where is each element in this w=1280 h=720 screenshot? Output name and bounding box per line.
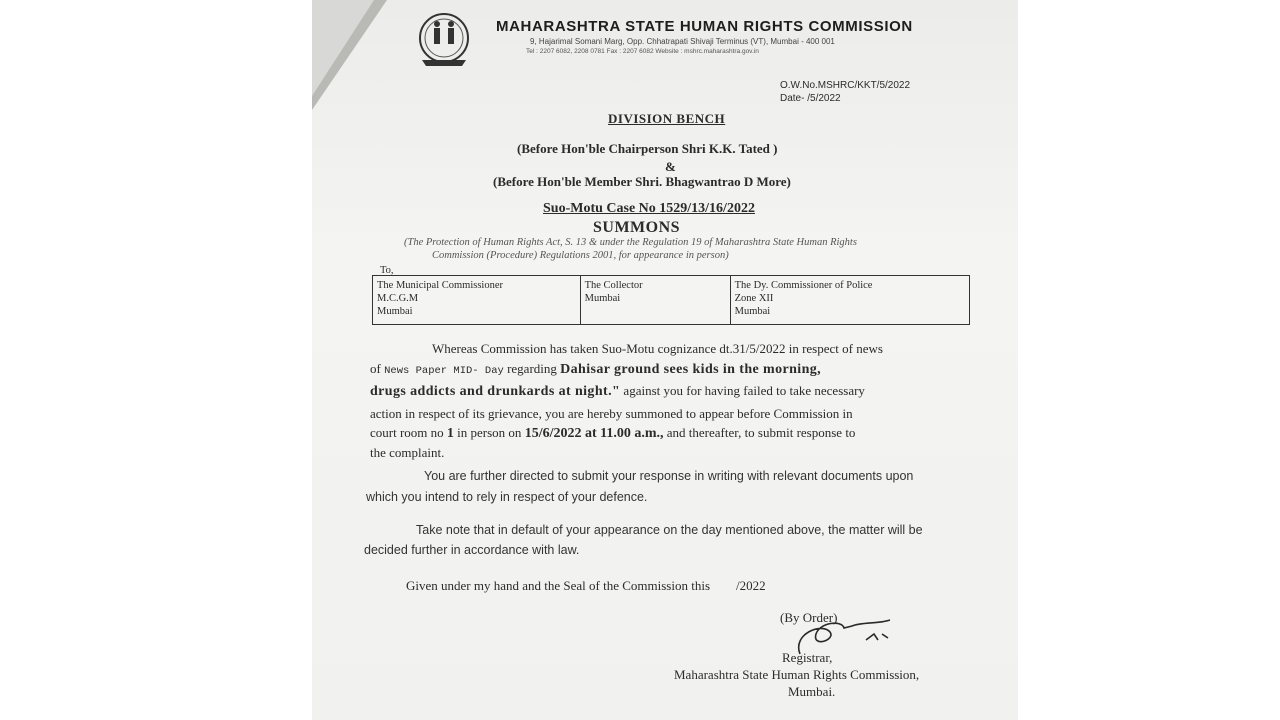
news-headline-part-2: drugs addicts and drunkards at night."	[370, 384, 621, 399]
to-label: To,	[380, 265, 394, 276]
reference-number: O.W.No.MSHRC/KKT/5/2022	[780, 80, 911, 91]
body-paragraph-1-line-3	[370, 383, 865, 400]
commission-emblem-icon	[408, 10, 480, 70]
body-paragraph-3-line-2: decided further in accordance with law.	[364, 543, 580, 557]
act-reference-line-1: (The Protection of Human Rights Act, S. 13 & under the Regulation 19 of Maharashtra State Human Rights	[404, 237, 857, 248]
text-fragment: of	[370, 361, 381, 376]
act-reference-line-2: Commission (Procedure) Regulations 2001, for appearance in person)	[432, 250, 729, 261]
body-paragraph-2-line-1: You are further directed to submit your response in writing with relevant documents upon	[424, 469, 914, 483]
text-fragment: in person on	[457, 425, 522, 440]
header-title: MAHARASHTRA STATE HUMAN RIGHTS COMMISSION	[496, 18, 913, 35]
court-room-number: 1	[446, 426, 454, 441]
reference-date: Date- /5/2022	[780, 93, 841, 104]
recipient-municipal-commissioner	[373, 276, 581, 324]
recipient-line: The Dy. Commissioner of Police	[734, 280, 873, 291]
registrar-title: Registrar,	[782, 650, 833, 665]
commission-name: Maharashtra State Human Rights Commission,	[674, 667, 920, 682]
body-paragraph-1-line-5	[370, 425, 855, 442]
news-headline-part-1: Dahisar ground sees kids in the morning,	[560, 362, 822, 377]
recipient-collector	[581, 276, 731, 324]
body-paragraph-1-line-6: the complaint.	[370, 445, 445, 460]
by-order: (By Order)	[780, 610, 838, 625]
recipient-line: The Collector	[584, 280, 643, 291]
recipient-line: Zone XII	[734, 293, 774, 304]
text-fragment: against you for having failed to take necessary	[623, 383, 865, 398]
recipient-dy-commissioner-police	[731, 276, 969, 324]
header-address: 9, Hajarimal Somani Marg, Opp. Chhatrapati Shivaji Terminus (VT), Mumbai - 400 001	[530, 37, 835, 46]
text-fragment: court room no	[370, 425, 444, 440]
text-fragment: and thereafter, to submit response to	[666, 425, 856, 440]
recipient-line: M.C.G.M	[377, 293, 419, 304]
hearing-datetime: 15/6/2022 at 11.00 a.m.,	[524, 426, 664, 441]
recipient-line: Mumbai	[734, 306, 771, 317]
text-fragment: regarding	[507, 361, 557, 376]
newspaper-name: News Paper MID- Day	[384, 365, 504, 377]
recipient-line: Mumbai	[584, 293, 621, 304]
city: Mumbai.	[788, 684, 836, 699]
bench-title: DIVISION BENCH	[608, 111, 726, 126]
before-member: (Before Hon'ble Member Shri. Bhagwantrao D More)	[493, 174, 791, 189]
given-year: /2022	[736, 578, 766, 593]
body-paragraph-1-line-1: Whereas Commission has taken Suo-Motu cognizance dt.31/5/2022 in respect of news	[432, 341, 883, 356]
header-contact: Tel : 2207 6082, 2208 0781 Fax : 2207 6082 Website : mshrc.maharashtra.gov.in	[526, 48, 759, 55]
recipients-table	[372, 275, 970, 325]
before-chairperson: (Before Hon'ble Chairperson Shri K.K. Tated )	[517, 141, 778, 156]
case-number: Suo-Motu Case No 1529/13/16/2022	[543, 201, 755, 216]
recipient-line: The Municipal Commissioner	[377, 280, 503, 291]
folded-corner-highlight	[312, 0, 374, 96]
background-right	[1018, 0, 1280, 720]
body-paragraph-3-line-1: Take note that in default of your appearance on the day mentioned above, the matter will be	[416, 523, 923, 537]
ampersand: &	[665, 159, 676, 174]
body-paragraph-1-line-2	[370, 361, 821, 378]
background-left	[0, 0, 312, 720]
summons-heading: SUMMONS	[593, 219, 681, 236]
body-paragraph-2-line-2: which you intend to rely in respect of your defence.	[366, 490, 648, 504]
given-under-seal: Given under my hand and the Seal of the Commission this	[406, 578, 711, 593]
summons-document	[312, 0, 1018, 720]
recipient-line: Mumbai	[377, 306, 413, 317]
body-paragraph-1-line-4: action in respect of its grievance, you are hereby summoned to appear before Commission in	[370, 406, 853, 421]
